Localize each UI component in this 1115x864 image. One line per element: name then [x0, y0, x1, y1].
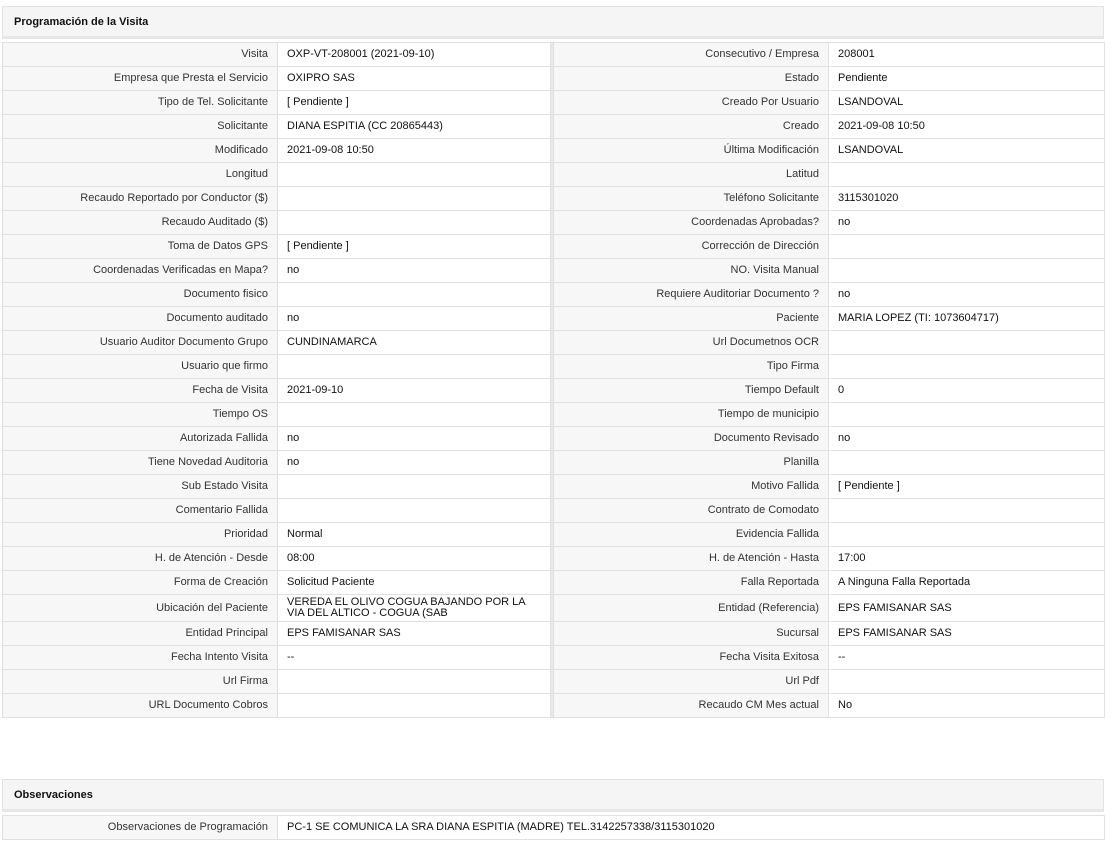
field-value — [829, 670, 1105, 694]
field-label: Tipo Firma — [554, 355, 829, 379]
field-label: Documento auditado — [3, 307, 278, 331]
field-value: no — [829, 283, 1105, 307]
field-label: Recaudo Auditado ($) — [3, 211, 278, 235]
field-label: Motivo Fallida — [554, 475, 829, 499]
field-value: 2021-09-10 — [278, 379, 551, 403]
field-value: DIANA ESPITIA (CC 20865443) — [278, 115, 551, 139]
field-label: Coordenadas Verificadas en Mapa? — [3, 259, 278, 283]
field-value: EPS FAMISANAR SAS — [278, 622, 551, 646]
field-value — [278, 499, 551, 523]
field-label: Sub Estado Visita — [3, 475, 278, 499]
table-row — [3, 91, 1105, 115]
field-value: Normal — [278, 523, 551, 547]
table-row — [3, 283, 1105, 307]
field-value: no — [278, 307, 551, 331]
field-value — [278, 694, 551, 718]
table-row — [3, 595, 1105, 622]
field-value: 08:00 — [278, 547, 551, 571]
field-value — [278, 403, 551, 427]
field-label: Corrección de Dirección — [554, 235, 829, 259]
observations-panel-title: Observaciones — [2, 779, 1104, 812]
field-value — [278, 187, 551, 211]
field-label: Tiempo OS — [3, 403, 278, 427]
table-row — [3, 816, 1105, 840]
field-label: Documento fisico — [3, 283, 278, 307]
field-value: OXP-VT-208001 (2021-09-10) — [278, 43, 551, 67]
field-value — [829, 163, 1105, 187]
field-label: Paciente — [554, 307, 829, 331]
field-label: Tiempo de municipio — [554, 403, 829, 427]
field-value — [829, 331, 1105, 355]
field-label: Última Modificación — [554, 139, 829, 163]
field-value: Solicitud Paciente — [278, 571, 551, 595]
field-label: Fecha Visita Exitosa — [554, 646, 829, 670]
field-value — [829, 355, 1105, 379]
field-label: URL Documento Cobros — [3, 694, 278, 718]
table-row — [3, 622, 1105, 646]
field-label: Url Firma — [3, 670, 278, 694]
field-value: no — [278, 259, 551, 283]
field-value: CUNDINAMARCA — [278, 331, 551, 355]
field-label: Fecha de Visita — [3, 379, 278, 403]
field-label: Comentario Fallida — [3, 499, 278, 523]
field-value: Pendiente — [829, 67, 1105, 91]
field-label: Toma de Datos GPS — [3, 235, 278, 259]
field-label: Entidad Principal — [3, 622, 278, 646]
field-label: Prioridad — [3, 523, 278, 547]
field-value: A Ninguna Falla Reportada — [829, 571, 1105, 595]
table-row — [3, 379, 1105, 403]
field-label: Tiene Novedad Auditoria — [3, 451, 278, 475]
field-value: LSANDOVAL — [829, 91, 1105, 115]
field-value: -- — [278, 646, 551, 670]
table-row — [3, 259, 1105, 283]
field-value: VEREDA EL OLIVO COGUA BAJANDO POR LA VIA DEL ALTICO - COGUA (SAB — [278, 595, 551, 622]
field-value: 2021-09-08 10:50 — [278, 139, 551, 163]
field-value — [278, 475, 551, 499]
field-label: Consecutivo / Empresa — [554, 43, 829, 67]
field-value: 3115301020 — [829, 187, 1105, 211]
field-value: no — [829, 427, 1105, 451]
observations-panel — [2, 779, 1104, 840]
field-value: [ Pendiente ] — [829, 475, 1105, 499]
field-label: Evidencia Fallida — [554, 523, 829, 547]
field-value: No — [829, 694, 1105, 718]
field-label: Creado — [554, 115, 829, 139]
field-value — [829, 259, 1105, 283]
visit-panel-title: Programación de la Visita — [2, 6, 1104, 39]
field-value: OXIPRO SAS — [278, 67, 551, 91]
field-label: NO. Visita Manual — [554, 259, 829, 283]
field-label: Fecha Intento Visita — [3, 646, 278, 670]
table-row — [3, 523, 1105, 547]
field-value — [829, 523, 1105, 547]
field-label: Tiempo Default — [554, 379, 829, 403]
field-value — [829, 403, 1105, 427]
table-row — [3, 187, 1105, 211]
field-value: 208001 — [829, 43, 1105, 67]
field-value: EPS FAMISANAR SAS — [829, 622, 1105, 646]
table-row — [3, 331, 1105, 355]
table-row — [3, 235, 1105, 259]
table-row — [3, 451, 1105, 475]
table-row — [3, 670, 1105, 694]
field-value — [278, 355, 551, 379]
field-label: Falla Reportada — [554, 571, 829, 595]
field-value: 2021-09-08 10:50 — [829, 115, 1105, 139]
field-label: Visita — [3, 43, 278, 67]
observations-table — [2, 815, 1105, 840]
field-value — [278, 283, 551, 307]
field-label: Ubicación del Paciente — [3, 595, 278, 622]
field-label: Url Pdf — [554, 670, 829, 694]
field-value: -- — [829, 646, 1105, 670]
table-row — [3, 427, 1105, 451]
field-value — [278, 211, 551, 235]
field-label: Sucursal — [554, 622, 829, 646]
table-row — [3, 163, 1105, 187]
field-label: Requiere Auditoriar Documento ? — [554, 283, 829, 307]
field-label: Recaudo Reportado por Conductor ($) — [3, 187, 278, 211]
field-value — [829, 451, 1105, 475]
table-row — [3, 67, 1105, 91]
field-label: Empresa que Presta el Servicio — [3, 67, 278, 91]
field-label: Url Documetnos OCR — [554, 331, 829, 355]
field-value: 17:00 — [829, 547, 1105, 571]
field-value — [278, 670, 551, 694]
field-value: no — [278, 451, 551, 475]
field-value: EPS FAMISANAR SAS — [829, 595, 1105, 622]
field-label: Longitud — [3, 163, 278, 187]
observation-text: PC-1 SE COMUNICA LA SRA DIANA ESPITIA (MADRE) TEL.3142257338/3115301020 — [278, 816, 1105, 840]
field-label: Forma de Creación — [3, 571, 278, 595]
field-value: LSANDOVAL — [829, 139, 1105, 163]
field-label: Solicitante — [3, 115, 278, 139]
table-row — [3, 547, 1105, 571]
field-label: Contrato de Comodato — [554, 499, 829, 523]
field-label: Observaciones de Programación — [3, 816, 278, 840]
table-row — [3, 139, 1105, 163]
table-row — [3, 403, 1105, 427]
field-label: Coordenadas Aprobadas? — [554, 211, 829, 235]
field-value — [829, 235, 1105, 259]
field-label: Usuario que firmo — [3, 355, 278, 379]
field-label: Documento Revisado — [554, 427, 829, 451]
table-row — [3, 43, 1105, 67]
table-row — [3, 646, 1105, 670]
field-value: 0 — [829, 379, 1105, 403]
field-value — [829, 499, 1105, 523]
field-value: [ Pendiente ] — [278, 235, 551, 259]
table-row — [3, 571, 1105, 595]
table-row — [3, 115, 1105, 139]
field-value: [ Pendiente ] — [278, 91, 551, 115]
field-label: Autorizada Fallida — [3, 427, 278, 451]
visit-programming-panel — [2, 6, 1104, 718]
field-label: Modificado — [3, 139, 278, 163]
field-label: Latitud — [554, 163, 829, 187]
field-value: no — [829, 211, 1105, 235]
field-label: Usuario Auditor Documento Grupo — [3, 331, 278, 355]
field-label: H. de Atención - Hasta — [554, 547, 829, 571]
field-label: Teléfono Solicitante — [554, 187, 829, 211]
table-row — [3, 307, 1105, 331]
field-value — [278, 163, 551, 187]
field-label: Entidad (Referencia) — [554, 595, 829, 622]
field-value: MARIA LOPEZ (TI: 1073604717) — [829, 307, 1105, 331]
table-row — [3, 355, 1105, 379]
field-value: no — [278, 427, 551, 451]
field-label: Estado — [554, 67, 829, 91]
table-row — [3, 499, 1105, 523]
field-label: H. de Atención - Desde — [3, 547, 278, 571]
table-row — [3, 211, 1105, 235]
table-row — [3, 475, 1105, 499]
table-row — [3, 694, 1105, 718]
field-label: Planilla — [554, 451, 829, 475]
field-label: Creado Por Usuario — [554, 91, 829, 115]
field-label: Recaudo CM Mes actual — [554, 694, 829, 718]
visit-details-table — [2, 42, 1105, 718]
field-label: Tipo de Tel. Solicitante — [3, 91, 278, 115]
